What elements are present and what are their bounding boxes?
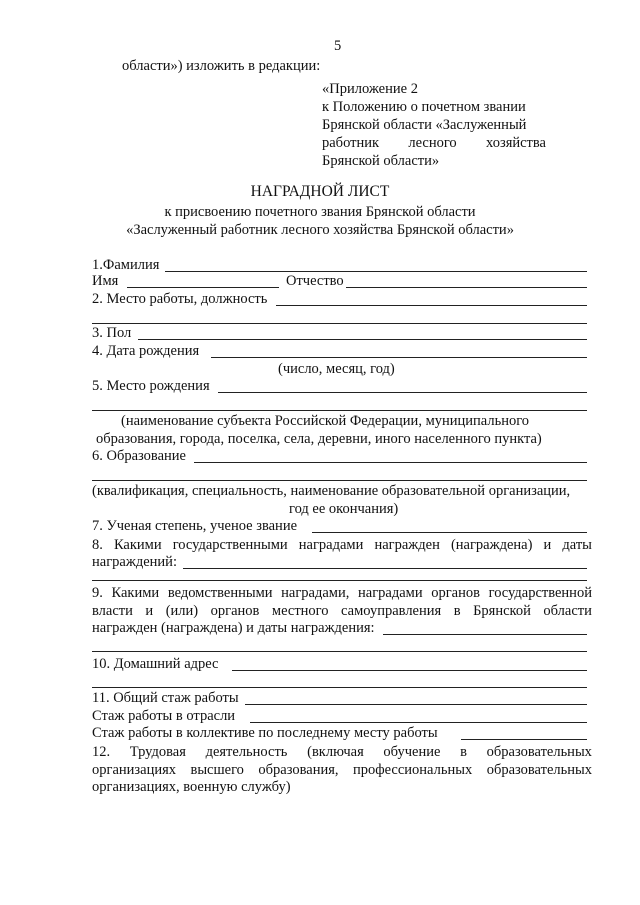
field-address-line[interactable] xyxy=(232,670,587,671)
word: (награждена) xyxy=(450,537,533,553)
word: наградами xyxy=(358,585,423,601)
word: (или) xyxy=(165,603,199,619)
field-industry-experience-label: Стаж работы в отрасли xyxy=(92,708,236,724)
field-surname-label: 1.Фамилия xyxy=(92,257,160,273)
field-team-experience-line[interactable] xyxy=(461,739,587,740)
word: обучение xyxy=(383,744,441,760)
field-workplace-line[interactable] xyxy=(276,305,587,306)
word: образовательных xyxy=(486,762,592,778)
intro-text: области») изложить в редакции: xyxy=(122,58,321,74)
field-address-line-2[interactable] xyxy=(92,687,587,688)
word: области xyxy=(543,603,592,619)
word: Брянской xyxy=(473,603,531,619)
word: самоуправления xyxy=(341,603,442,619)
word: органов xyxy=(431,585,480,601)
word: деятельность xyxy=(205,744,288,760)
word: профессиональных xyxy=(352,762,473,778)
word: высшего xyxy=(190,762,244,778)
word: государственной xyxy=(488,585,592,601)
field-labor-line-2 xyxy=(92,761,592,779)
word: в xyxy=(460,744,467,760)
field-dept-awards-line-1 xyxy=(92,584,592,602)
appendix-line-4 xyxy=(322,135,546,152)
field-address-label: 10. Домашний адрес xyxy=(92,656,219,672)
field-education-hint-2: год ее окончания) xyxy=(289,501,399,517)
word: в xyxy=(453,603,461,619)
field-birthplace-label: 5. Место рождения xyxy=(92,378,210,394)
field-birthdate-label: 4. Дата рождения xyxy=(92,343,200,359)
field-surname-line[interactable] xyxy=(165,271,587,272)
field-dept-awards-label: награжден (награждена) и даты награждения: xyxy=(92,620,375,636)
word: 8. xyxy=(92,537,103,553)
word: государственными xyxy=(172,537,288,553)
appendix-word: лесного xyxy=(408,135,457,151)
word: наградами, xyxy=(281,585,350,601)
page-number: 5 xyxy=(334,38,342,54)
field-state-awards-line[interactable] xyxy=(183,568,587,569)
word: награжден xyxy=(374,537,440,553)
field-labor-line-3: организациях, военную службу) xyxy=(92,779,291,795)
field-name-label: Имя xyxy=(92,273,119,289)
field-labor-line-1 xyxy=(92,743,592,761)
field-degree-line[interactable] xyxy=(312,532,587,533)
word: (включая xyxy=(307,744,364,760)
field-team-experience-label: Стаж работы в коллективе по последнему месту работы xyxy=(92,725,438,741)
field-experience-label: 11. Общий стаж работы xyxy=(92,690,239,706)
field-education-line-2[interactable] xyxy=(92,480,587,481)
word: местного xyxy=(271,603,329,619)
field-dept-awards-line-2 xyxy=(92,602,592,620)
word: органов xyxy=(210,603,260,619)
field-workplace-line-2[interactable] xyxy=(92,323,587,324)
word: образовательных xyxy=(486,744,592,760)
field-dept-awards-line[interactable] xyxy=(383,634,587,635)
field-education-line[interactable] xyxy=(194,462,587,463)
field-education-hint-1: (квалификация, специальность, наименование образовательной организации, xyxy=(92,483,571,499)
document-subtitle-2: «Заслуженный работник лесного хозяйства Брянской области» xyxy=(126,222,514,238)
word: и xyxy=(543,537,552,553)
word: организациях xyxy=(92,762,177,778)
field-name-line[interactable] xyxy=(127,287,279,288)
field-degree-label: 7. Ученая степень, ученое звание xyxy=(92,518,298,534)
document-title: НАГРАДНОЙ ЛИСТ xyxy=(250,183,390,200)
field-workplace-label: 2. Место работы, должность xyxy=(92,291,268,307)
field-birthplace-line-2[interactable] xyxy=(92,410,587,411)
word: Какими xyxy=(111,585,160,601)
appendix-line-2: к Положению о почетном звании xyxy=(322,99,526,115)
appendix-word: работник xyxy=(322,135,380,151)
field-education-label: 6. Образование xyxy=(92,448,186,464)
field-state-awards-label: награждений: xyxy=(92,554,177,570)
appendix-word: хозяйства xyxy=(486,135,546,151)
field-patronymic-label: Отчество xyxy=(286,273,344,289)
appendix-line-1: «Приложение 2 xyxy=(322,81,418,97)
field-birthplace-line[interactable] xyxy=(218,392,587,393)
word: даты xyxy=(562,537,592,553)
field-dept-awards-line-2[interactable] xyxy=(92,651,587,652)
word: и xyxy=(145,603,154,619)
field-state-awards-line-1 xyxy=(92,536,592,554)
word: Какими xyxy=(113,537,162,553)
field-birthplace-hint-1: (наименование субъекта Российской Федерации, муниципального xyxy=(121,413,530,429)
field-state-awards-line-2[interactable] xyxy=(92,580,587,581)
word: Трудовая xyxy=(129,744,186,760)
field-industry-experience-line[interactable] xyxy=(250,722,587,723)
word: 12. xyxy=(92,744,111,760)
field-birthplace-hint-2: образования, города, поселка, села, деревни, иного населенного пункта) xyxy=(96,431,542,447)
document-subtitle-1: к присвоению почетного звания Брянской области xyxy=(164,204,476,220)
field-birthdate-hint: (число, месяц, год) xyxy=(278,361,395,377)
appendix-line-5: Брянской области» xyxy=(322,153,440,169)
field-birthdate-line[interactable] xyxy=(211,357,587,358)
word: наградами xyxy=(298,537,364,553)
appendix-line-3: Брянской области «Заслуженный xyxy=(322,117,527,133)
word: ведомственными xyxy=(167,585,273,601)
field-sex-line[interactable] xyxy=(138,339,587,340)
word: образования, xyxy=(258,762,339,778)
word: 9. xyxy=(92,585,103,601)
field-experience-line[interactable] xyxy=(245,704,587,705)
field-sex-label: 3. Пол xyxy=(92,325,132,341)
word: власти xyxy=(92,603,133,619)
field-patronymic-line[interactable] xyxy=(346,287,587,288)
